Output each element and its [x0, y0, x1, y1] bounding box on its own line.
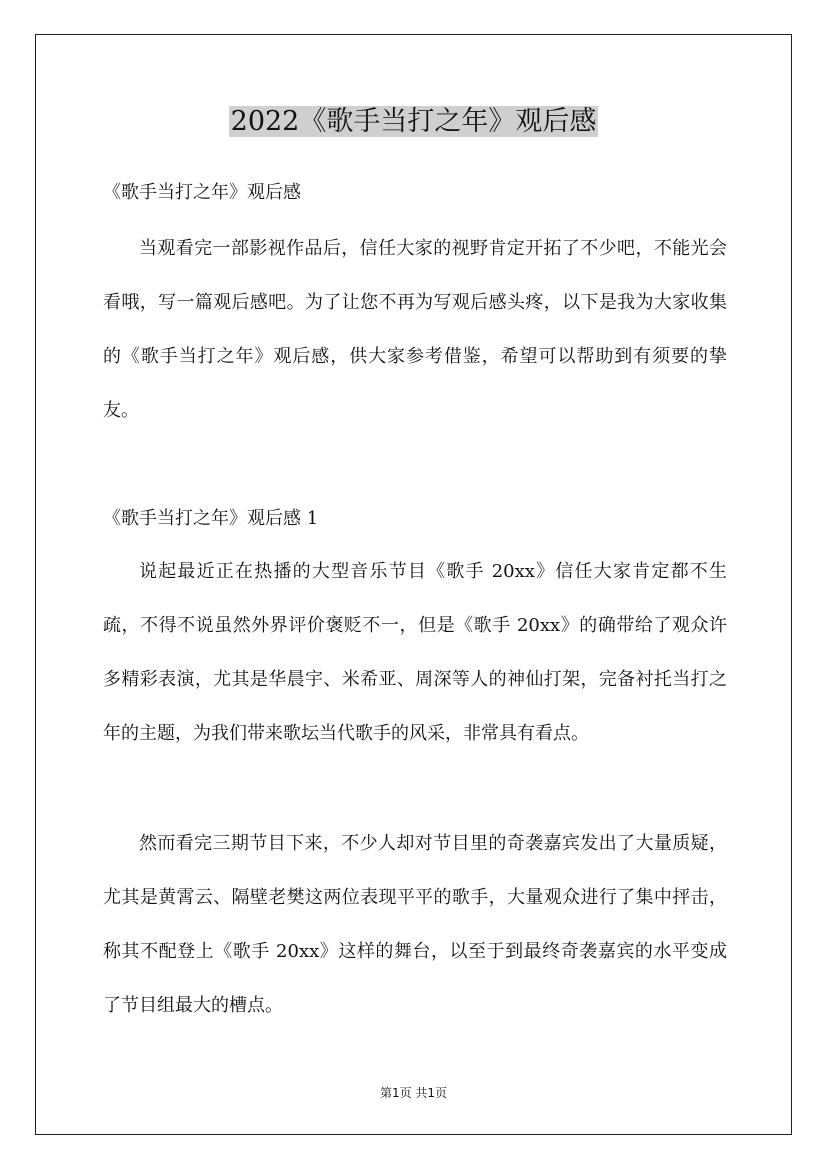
- section-1-paragraph-2: 然而看完三期节目下来，不少人却对节目里的奇袭嘉宾发出了大量质疑，尤其是黄霄云、隔壁老樊这两位表现平平的歌手，大量观众进行了集中抨击，称其不配登上《歌手 20xx》这样的舞台，以至于到最终奇袭嘉宾的水平变成了节目组最大的槽点。: [103, 833, 727, 1016]
- intro-paragraph: 当观看完一部影视作品后，信任大家的视野肯定开拓了不少吧，不能光会看哦，写一篇观后感吧。为了让您不再为写观后感头疼，以下是我为大家收集的《歌手当打之年》观后感，供大家参考借鉴，希望可以帮助到有须要的挚友。: [103, 238, 727, 421]
- section-1-paragraph-1: 说起最近正在热播的大型音乐节目《歌手 20xx》信任大家肯定都不生疏，不得不说虽然外界评价褒贬不一，但是《歌手 20xx》的确带给了观众许多精彩表演，尤其是华晨宇、米希亚、周深等人的神仙打架，完备衬托当打之年的主题，为我们带来歌坛当代歌手的风采，非常具有看点。: [103, 561, 727, 744]
- document-title: [0, 102, 827, 142]
- page-footer: 第1页 共1页: [379, 1086, 448, 1100]
- section-1-heading: 《歌手当打之年》观后感 1: [103, 508, 319, 529]
- document-title-text: 2022《歌手当打之年》观后感: [230, 106, 597, 137]
- intro-heading: 《歌手当打之年》观后感: [103, 182, 301, 203]
